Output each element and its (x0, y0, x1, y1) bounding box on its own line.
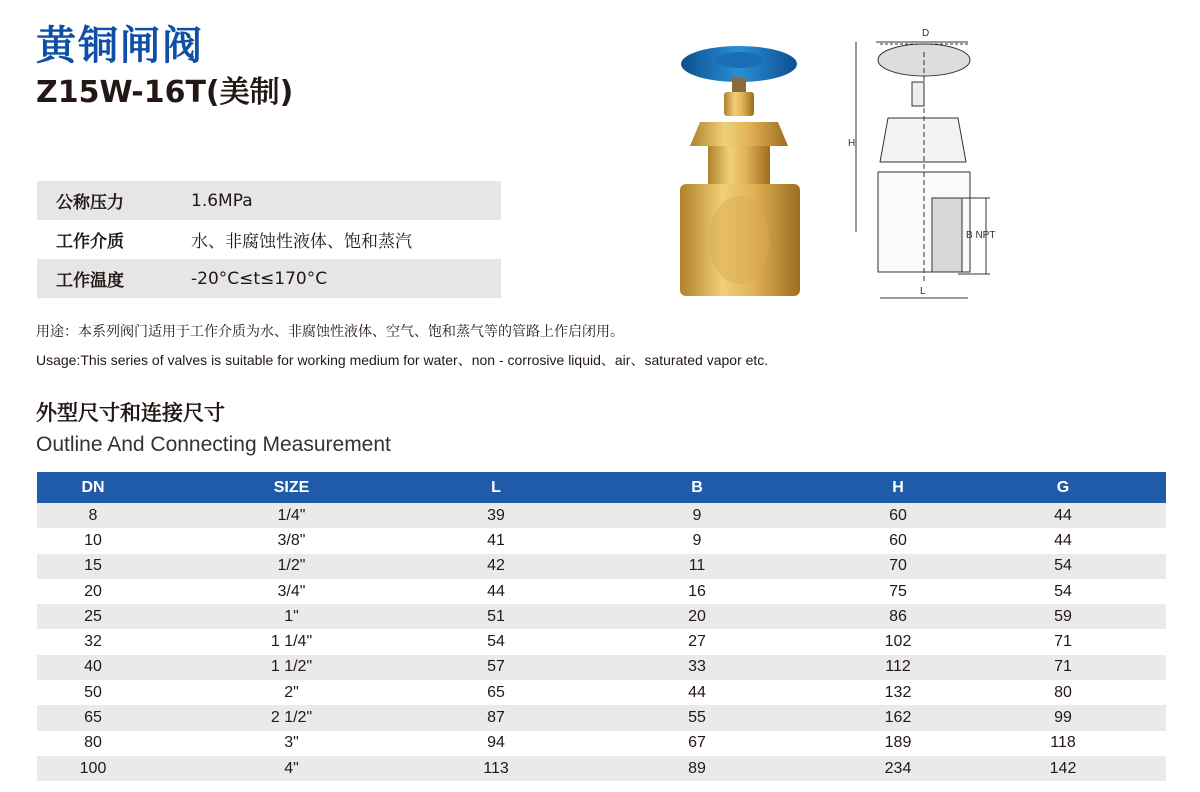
table-row (37, 503, 1166, 528)
spec-key: 工作温度 (56, 271, 124, 291)
table-cell: 132 (836, 680, 960, 705)
section-title-en: Outline And Connecting Measurement (36, 433, 391, 456)
dim-label-d: D (922, 28, 930, 39)
table-cell: 112 (836, 655, 960, 680)
table-cell: 54 (960, 579, 1166, 604)
table-cell: 87 (434, 705, 558, 730)
table-cell: 3/8" (149, 528, 434, 553)
table-row (37, 604, 1166, 629)
spec-value: 水、非腐蚀性液体、饱和蒸汽 (191, 232, 412, 252)
col-header-b: B (558, 472, 836, 503)
table-cell: 40 (37, 655, 149, 680)
table-cell: 3" (149, 731, 434, 756)
table-header-row (37, 472, 1166, 503)
table-row (37, 629, 1166, 654)
table-cell: 4" (149, 756, 434, 781)
table-cell: 50 (37, 680, 149, 705)
table-cell: 20 (558, 604, 836, 629)
spec-table (37, 181, 501, 298)
table-cell: 71 (960, 655, 1166, 680)
table-cell: 27 (558, 629, 836, 654)
table-cell: 65 (37, 705, 149, 730)
table-cell: 54 (960, 554, 1166, 579)
table-cell: 11 (558, 554, 836, 579)
table-cell: 44 (960, 503, 1166, 528)
col-header-l: L (434, 472, 558, 503)
table-cell: 59 (960, 604, 1166, 629)
usage-cn: 用途：本系列阀门适用于工作介质为水、非腐蚀性液体、空气、饱和蒸气等的管路上作启闭用。 (36, 324, 624, 340)
table-cell: 2" (149, 680, 434, 705)
table-cell: 2 1/2" (149, 705, 434, 730)
col-header-g: G (960, 472, 1166, 503)
col-header-h: H (836, 472, 960, 503)
table-cell: 1" (149, 604, 434, 629)
table-cell: 16 (558, 579, 836, 604)
spec-row-medium (37, 220, 501, 259)
table-row (37, 756, 1166, 781)
table-cell: 57 (434, 655, 558, 680)
table-cell: 9 (558, 503, 836, 528)
table-cell: 9 (558, 528, 836, 553)
table-cell: 55 (558, 705, 836, 730)
table-cell: 15 (37, 554, 149, 579)
spec-value: -20°C≤t≤170°C (191, 268, 328, 289)
page-title: 黄铜闸阀 (36, 23, 204, 69)
table-cell: 71 (960, 629, 1166, 654)
dim-label-b: B NPT (966, 230, 996, 241)
table-cell: 189 (836, 731, 960, 756)
table-cell: 39 (434, 503, 558, 528)
section-title-cn: 外型尺寸和连接尺寸 (36, 401, 225, 425)
col-header-dn: DN (37, 472, 149, 503)
dim-label-h: H (848, 138, 856, 149)
table-cell: 102 (836, 629, 960, 654)
table-cell: 100 (37, 756, 149, 781)
table-cell: 99 (960, 705, 1166, 730)
table-cell: 65 (434, 680, 558, 705)
table-cell: 60 (836, 503, 960, 528)
valve-product-image (660, 34, 818, 300)
table-row (37, 528, 1166, 553)
table-row (37, 680, 1166, 705)
table-cell: 234 (836, 756, 960, 781)
table-cell: 1/4" (149, 503, 434, 528)
table-cell: 54 (434, 629, 558, 654)
table-cell: 1 1/2" (149, 655, 434, 680)
table-cell: 44 (558, 680, 836, 705)
table-cell: 86 (836, 604, 960, 629)
table-cell: 20 (37, 579, 149, 604)
table-cell: 60 (836, 528, 960, 553)
table-cell: 51 (434, 604, 558, 629)
table-cell: 8 (37, 503, 149, 528)
dimension-table (37, 472, 1166, 781)
table-cell: 113 (434, 756, 558, 781)
table-row (37, 655, 1166, 680)
table-cell: 118 (960, 731, 1166, 756)
table-cell: 70 (836, 554, 960, 579)
table-cell: 33 (558, 655, 836, 680)
spec-row-temperature (37, 259, 501, 298)
table-cell: 1/2" (149, 554, 434, 579)
table-cell: 162 (836, 705, 960, 730)
table-cell: 44 (960, 528, 1166, 553)
table-cell: 44 (434, 579, 558, 604)
model-number: Z15W-16T(美制) (36, 75, 294, 110)
table-cell: 1 1/4" (149, 629, 434, 654)
table-row (37, 554, 1166, 579)
table-cell: 25 (37, 604, 149, 629)
table-row (37, 705, 1166, 730)
dim-label-l: L (920, 286, 926, 297)
table-cell: 80 (960, 680, 1166, 705)
table-cell: 41 (434, 528, 558, 553)
table-cell: 32 (37, 629, 149, 654)
usage-en: Usage:This series of valves is suitable for working medium for water、non - corrosive liquid、air、saturated vapor etc. (36, 352, 769, 368)
table-row (37, 579, 1166, 604)
table-cell: 75 (836, 579, 960, 604)
table-cell: 67 (558, 731, 836, 756)
table-cell: 142 (960, 756, 1166, 781)
table-cell: 94 (434, 731, 558, 756)
table-row (37, 731, 1166, 756)
spec-value: 1.6MPa (191, 190, 253, 211)
table-cell: 10 (37, 528, 149, 553)
table-cell: 42 (434, 554, 558, 579)
spec-row-pressure (37, 181, 501, 220)
spec-key: 公称压力 (56, 193, 124, 213)
table-cell: 3/4" (149, 579, 434, 604)
valve-dimension-drawing (840, 22, 1020, 306)
spec-key: 工作介质 (56, 232, 124, 252)
table-cell: 89 (558, 756, 836, 781)
table-cell: 80 (37, 731, 149, 756)
col-header-size: SIZE (149, 472, 434, 503)
